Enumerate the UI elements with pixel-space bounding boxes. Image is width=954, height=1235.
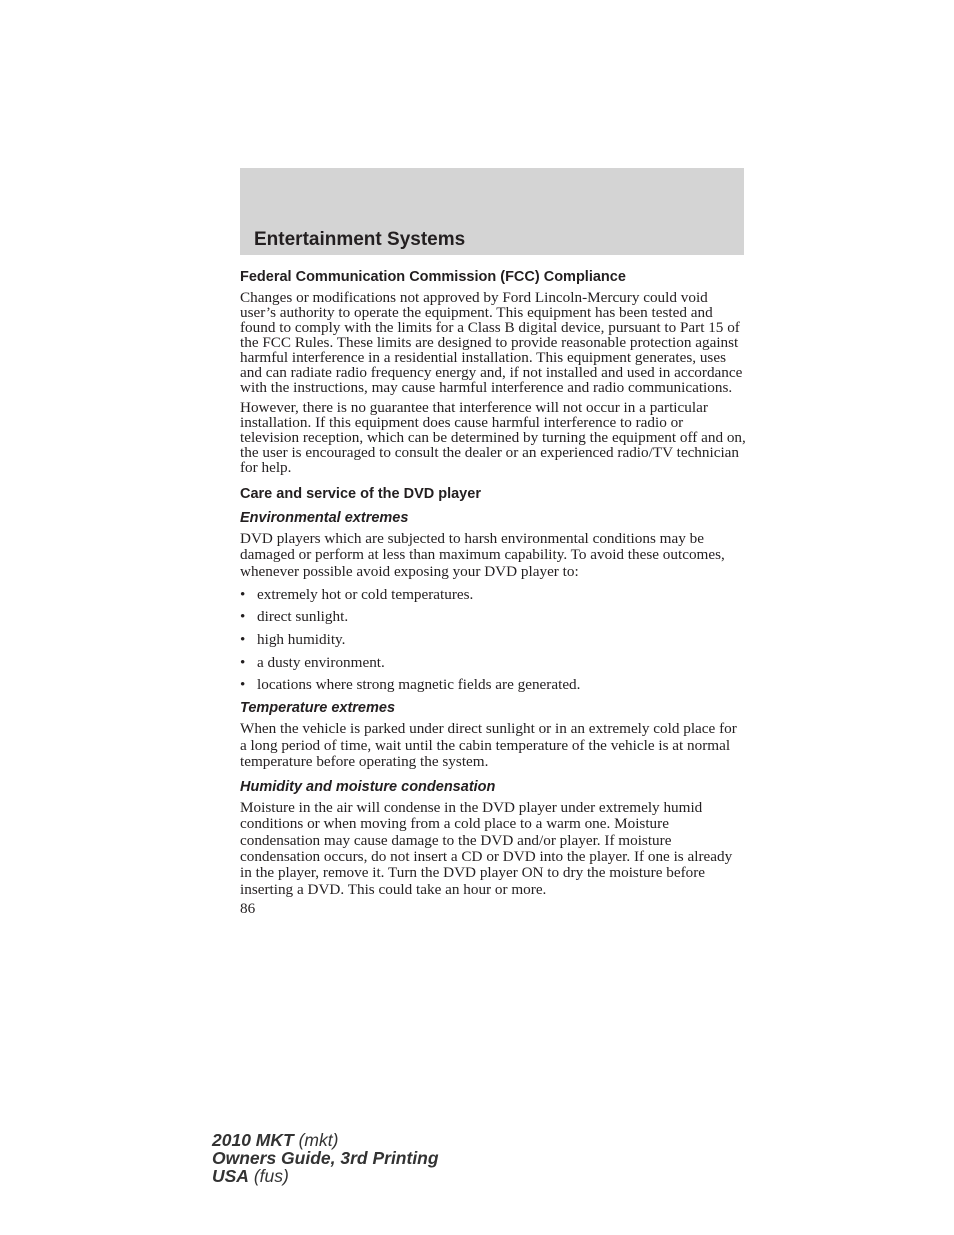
fcc-heading: Federal Communication Commission (FCC) Compliance [240, 269, 626, 285]
page-content [240, 268, 746, 918]
list-item: • high humidity. [240, 631, 746, 648]
humidity-heading: Humidity and moisture condensation [240, 779, 496, 796]
fcc-paragraph-1: Changes or modifications not approved by Ford Lincoln-Mercury could void user’s authority to operate the equipment. This equipment has been tested and found to comply with the limits for a Class B digital device, pursuant to Part 15 of the FCC Rules. These limits are designed to provide reasonable protection against harmful interference in a residential installation. This equipment generates, uses and can radiate radio frequency energy and, if not installed and used in accordance with the instructions, may cause harmful interference and radio communications. [240, 289, 743, 396]
footer-market: USA [212, 1166, 249, 1186]
list-item: • direct sunlight. [240, 608, 746, 625]
footer-model-code: (mkt) [298, 1130, 339, 1150]
environmental-heading: Environmental extremes [240, 510, 409, 526]
temperature-heading: Temperature extremes [240, 700, 396, 717]
section-title: Entertainment Systems [254, 229, 466, 250]
section-header-band [240, 168, 744, 255]
footer-line-market [212, 1167, 439, 1185]
footer-model: 2010 MKT [212, 1130, 294, 1150]
environmental-paragraph: DVD players which are subjected to harsh environmental conditions may be damaged or perform at less than maximum capability. To avoid these outcomes, whenever possible avoid exposing your DVD player to: [240, 530, 725, 580]
list-item: • locations where strong magnetic fields are generated. [240, 676, 746, 693]
list-item: • extremely hot or cold temperatures. [240, 586, 746, 603]
footer-line-model [212, 1131, 439, 1149]
footer-print-info [212, 1131, 439, 1185]
page-number: 86 [240, 899, 256, 917]
list-item: • a dusty environment. [240, 654, 746, 671]
fcc-paragraph-2: However, there is no guarantee that interference will not occur in a particular installation. If this equipment does cause harmful interference to radio or television reception, which can be determined by turning the equipment off and on, the user is encouraged to consult the dealer or an experienced radio/TV technician for help. [240, 399, 746, 476]
humidity-paragraph: Moisture in the air will condense in the DVD player under extremely humid conditions or when moving from a cold place to a warm one. Moisture condensation may cause damage to the DVD and/or player. If moisture condensation occurs, do not insert a CD or DVD into the player. If one is already in the player, remove it. Turn the DVD player ON to dry the moisture before inserting a DVD. This could take an hour or more. [240, 799, 733, 898]
temperature-paragraph: When the vehicle is parked under direct sunlight or in an extremely cold place for a long period of time, wait until the cabin temperature of the vehicle is at normal temperature before operating the system. [240, 720, 737, 770]
footer-printing: Owners Guide, 3rd Printing [212, 1148, 439, 1168]
footer-market-code: (fus) [253, 1166, 289, 1186]
environmental-bullet-list [240, 586, 746, 693]
care-heading: Care and service of the DVD player [240, 486, 481, 502]
